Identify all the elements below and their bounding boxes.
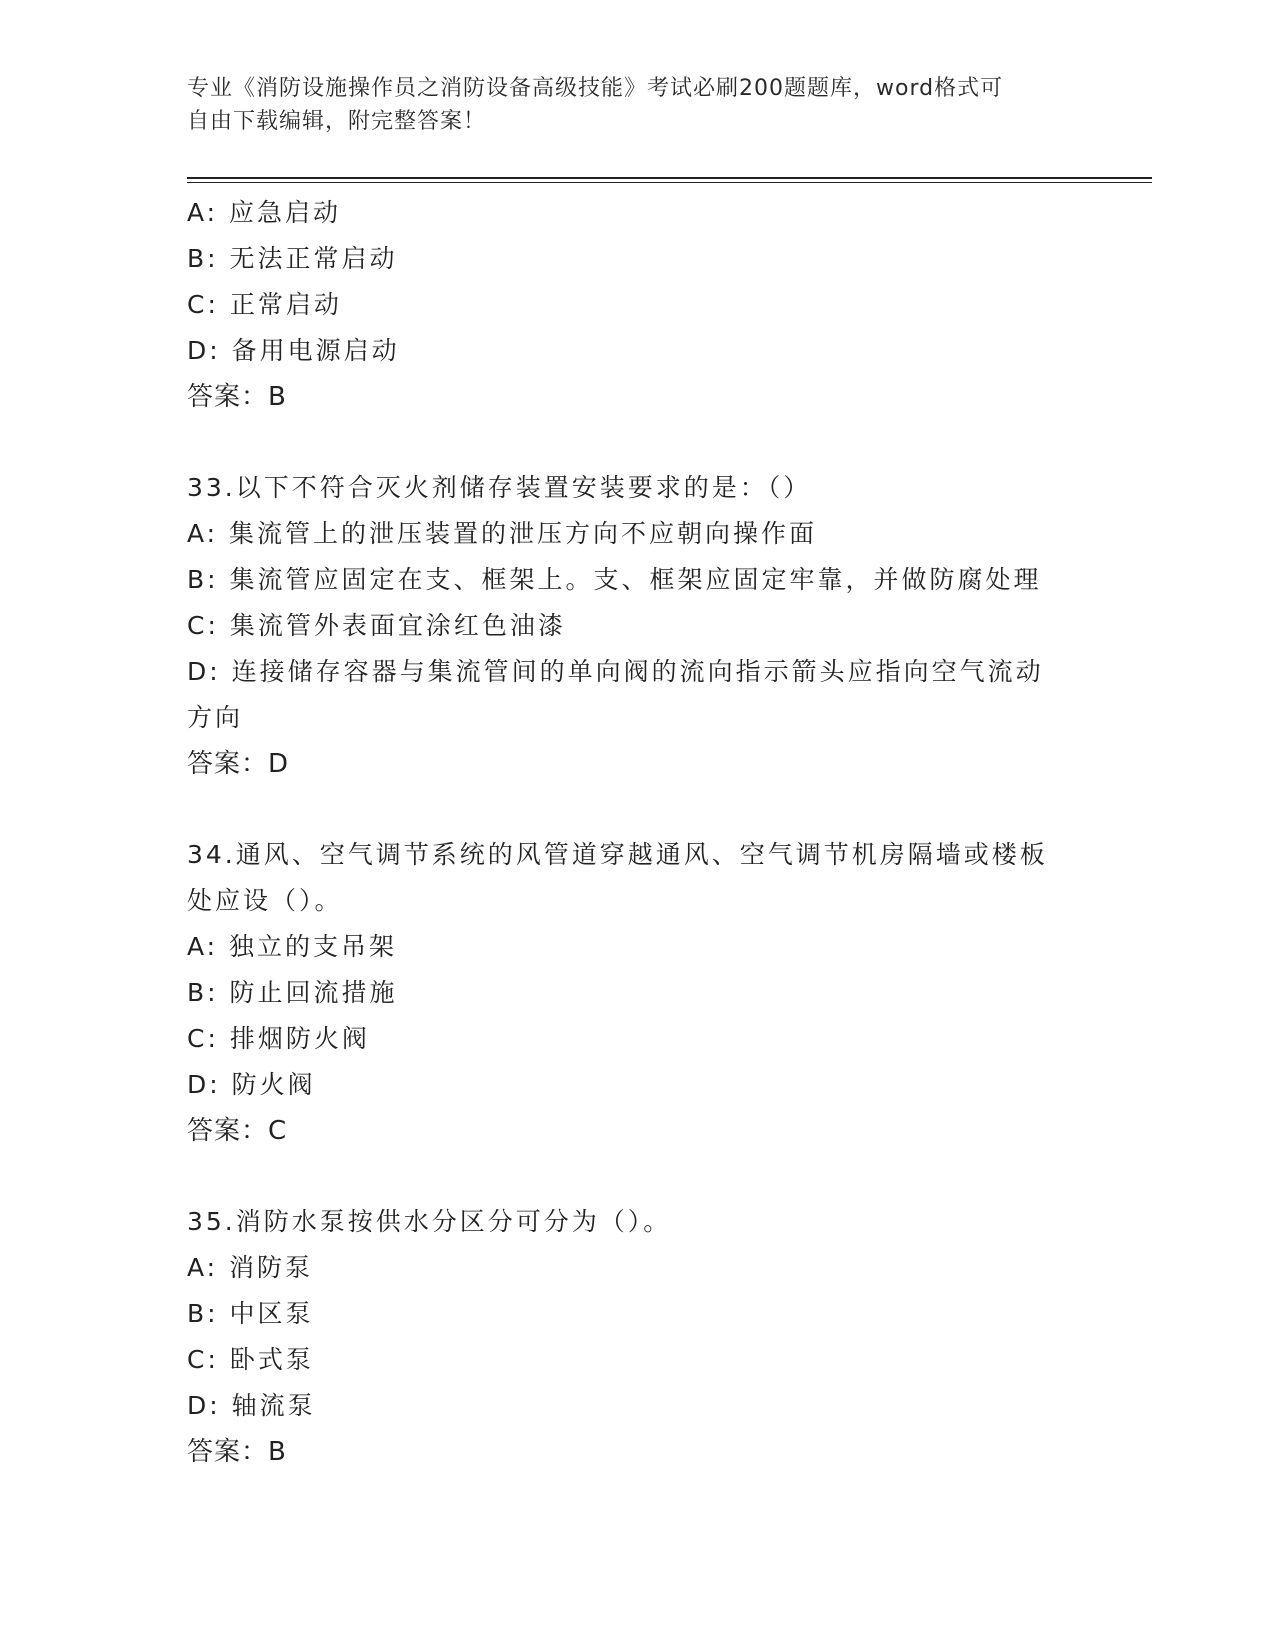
spacer	[187, 1154, 1087, 1199]
option-d: D: 防火阀	[187, 1070, 316, 1099]
question-list	[187, 190, 1087, 1475]
answer-line: 答案：B	[187, 1437, 287, 1467]
question-block-35	[187, 1199, 1087, 1475]
spacer	[187, 787, 1087, 832]
question-text: 35.消防水泵按供水分区分可分为（）。	[187, 1207, 672, 1236]
option-b: B: 中区泵	[187, 1299, 314, 1328]
option-c: C: 正常启动	[187, 290, 342, 319]
question-text: 34.通风、空气调节系统的风管道穿越通风、空气调节机房隔墙或楼板	[187, 840, 1048, 869]
option-a: A: 应急启动	[187, 198, 342, 227]
header-title-line-1: 专业《消防设施操作员之消防设备高级技能》考试必刷200题题库，word格式可	[187, 76, 1004, 101]
option-c: C: 卧式泵	[187, 1345, 314, 1374]
answer-line: 答案：D	[187, 749, 290, 779]
option-b: B: 无法正常启动	[187, 244, 398, 273]
option-a: A: 集流管上的泄压装置的泄压方向不应朝向操作面	[187, 519, 818, 548]
answer-line: 答案：C	[187, 1116, 288, 1146]
option-d: D: 连接储存容器与集流管间的单向阀的流向指示箭头应指向空气流动	[187, 657, 1044, 686]
header-divider-thick	[187, 177, 1152, 179]
question-text-continued: 处应设（）。	[187, 886, 343, 915]
option-c: C: 排烟防火阀	[187, 1024, 370, 1053]
answer-line: 答案：B	[187, 382, 287, 412]
option-b: B: 集流管应固定在支、框架上。支、框架应固定牢靠，并做防腐处理	[187, 565, 1042, 594]
option-d-continued: 方向	[187, 703, 244, 732]
question-block-32	[187, 190, 1087, 420]
question-block-33	[187, 465, 1087, 787]
option-d: D: 轴流泵	[187, 1391, 316, 1420]
question-text: 33.以下不符合灭火剂储存装置安装要求的是：（）	[187, 473, 812, 502]
spacer	[187, 420, 1087, 465]
option-a: A: 独立的支吊架	[187, 932, 398, 961]
question-block-34	[187, 832, 1087, 1154]
option-d: D: 备用电源启动	[187, 336, 400, 365]
option-b: B: 防止回流措施	[187, 978, 398, 1007]
header-title-line-2: 自由下载编辑，附完整答案！	[187, 109, 487, 134]
option-a: A: 消防泵	[187, 1253, 314, 1282]
header-divider-thin	[187, 182, 1152, 183]
option-c: C: 集流管外表面宜涂红色油漆	[187, 611, 566, 640]
document-header	[187, 72, 1087, 138]
